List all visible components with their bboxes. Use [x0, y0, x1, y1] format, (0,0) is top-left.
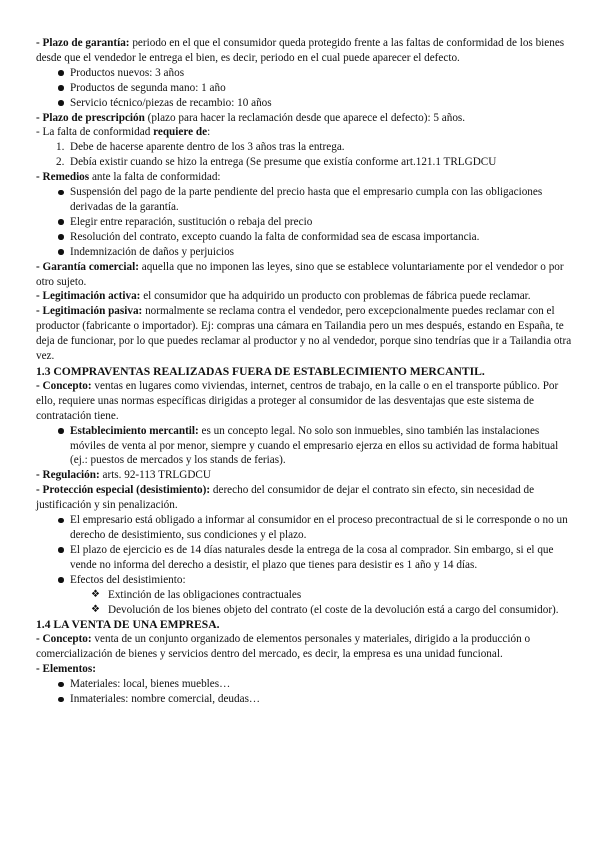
list-item: Inmateriales: nombre comercial, deudas… — [36, 692, 574, 707]
remedios-label: - Remedios — [36, 171, 90, 184]
list-item: Efectos del desistimiento: — [36, 573, 574, 588]
falta-conformidad-list — [36, 140, 574, 170]
garantia-comercial-label: - Garantía comercial: — [36, 260, 139, 273]
remedios-list — [36, 185, 574, 260]
plazo-garantia-list — [36, 66, 574, 111]
list-item: El plazo de ejercicio es de 14 días naturales desde la entrega de la cosa al comprador. Sin embargo, si el que vende no informa del derecho a desistir, el plazo que tienes para desistir es 1 año y 14 días. — [36, 543, 574, 573]
legitimacion-pasiva-text: normalmente se reclama contra el vendedor, pero excepcionalmente puedes reclamar con el productor (fabricante o importador). Ej: compras una cámara en Tailandia pero un mes después, estando en España, te deja de funcionar, por lo que puedes reclamar al productor y no al vendedor, porque sino tendrías que ir a Tailandia otra vez. — [36, 305, 572, 363]
establecimiento-text: es un concepto legal. No solo son inmuebles, sino también las instalaciones móviles de venta al por menor, siempre y cuando el empresario ejerza en ellos su actividad de forma habitual (ej.: puestos de mercados y los stands de ferias). — [70, 424, 559, 467]
concepto-label: - Concepto: — [36, 633, 92, 646]
list-item: Elegir entre reparación, sustitución o rebaja del precio — [36, 215, 574, 230]
plazo-prescripcion-paragraph — [36, 111, 574, 126]
garantia-comercial-paragraph — [36, 260, 574, 290]
list-item: Productos de segunda mano: 1 año — [36, 81, 574, 96]
plazo-prescripcion-text: (plazo para hacer la reclamación desde que aparece el defecto): 5 años. — [144, 111, 466, 124]
list-item: ❖ Extinción de las obligaciones contractuales — [36, 588, 574, 603]
legitimacion-activa-text: el consumidor que ha adquirido un producto con problemas de fábrica puede reclamar. — [140, 290, 531, 303]
falta-conformidad-post: : — [207, 126, 211, 139]
list-item: Indemnización de daños y perjuicios — [36, 245, 574, 260]
list-item: Productos nuevos: 3 años — [36, 66, 574, 81]
list-item — [36, 424, 574, 469]
section-1-4-heading: 1.4 LA VENTA DE UNA EMPRESA. — [36, 618, 220, 632]
plazo-prescripcion-label: - Plazo de prescripción — [36, 111, 145, 124]
legitimacion-pasiva-label: - Legitimación pasiva: — [36, 305, 143, 318]
list-item-text: Debe de hacerse aparente dentro de los 3 años tras la entrega. — [70, 141, 345, 154]
list-item — [36, 155, 574, 170]
concepto-text: venta de un conjunto organizado de elementos personales y materiales, dirigido a la producción o comercialización de bienes y servicios dentro del mercado, es decir, la empresa es una unidad funcional. — [36, 633, 531, 661]
legitimacion-activa-paragraph — [36, 289, 574, 304]
plazo-garantia-label: - Plazo de garantía: — [36, 37, 130, 49]
concepto-label: - Concepto: — [36, 379, 92, 392]
concepto-text: ventas en lugares como viviendas, internet, centros de trabajo, en la calle o en el transporte público. Por ello, requiere unas normas específicas dirigidas a proteger al consumidor de las desventajas que este sistema de contratación tiene. — [36, 379, 559, 422]
document-page — [36, 36, 574, 707]
remedios-paragraph — [36, 170, 574, 185]
list-item-text: Debía existir cuando se hizo la entrega (Se presume que existía conforme art.121.1 TRLGDCU — [70, 156, 497, 169]
section-1-4-concepto — [36, 632, 574, 662]
proteccion-label: - Protección especial (desistimiento): — [36, 484, 211, 497]
establecimiento-list — [36, 424, 574, 469]
list-number: 1. — [56, 141, 65, 154]
regulacion-text: arts. 92-113 TRLGDCU — [99, 469, 211, 482]
regulacion-paragraph — [36, 468, 574, 483]
regulacion-label: - Regulación: — [36, 469, 100, 482]
falta-conformidad-pre: - La falta de conformidad — [36, 126, 154, 139]
elementos-label: - Elementos: — [36, 663, 96, 676]
list-item: El empresario está obligado a informar al consumidor en el proceso precontractual de si le corresponde o no un derecho de desistimiento, sus condiciones y el plazo. — [36, 513, 574, 543]
section-1-3-concepto — [36, 379, 574, 424]
proteccion-paragraph — [36, 483, 574, 513]
garantia-comercial-text: aquella que no imponen las leyes, sino que se establece voluntariamente por el vendedor o por otro sujeto. — [36, 260, 564, 288]
plazo-garantia-paragraph — [36, 36, 574, 66]
falta-conformidad-bold: requiere de — [153, 126, 208, 139]
desistimiento-list — [36, 513, 574, 588]
remedios-text: ante la falta de conformidad: — [89, 171, 221, 184]
list-item — [36, 140, 574, 155]
efectos-list — [36, 588, 574, 618]
list-item: Servicio técnico/piezas de recambio: 10 años — [36, 96, 574, 111]
list-item: Materiales: local, bienes muebles… — [36, 677, 574, 692]
proteccion-text: derecho del consumidor de dejar el contrato sin efecto, sin necesidad de justificación y sin penalización. — [36, 484, 535, 512]
plazo-garantia-text: periodo en el que el consumidor queda protegido frente a las faltas de conformidad de los bienes desde que el vendedor le entrega el bien, es decir, periodo en el cual puede aparecer el defecto. — [36, 37, 565, 64]
falta-conformidad-paragraph — [36, 125, 574, 140]
list-item: Suspensión del pago de la parte pendiente del precio hasta que el empresario cumpla con las obligaciones derivadas de la garantía. — [36, 185, 574, 215]
list-number: 2. — [56, 156, 65, 169]
elementos-list — [36, 677, 574, 707]
establecimiento-label: Establecimiento mercantil: — [70, 424, 199, 437]
list-item: Resolución del contrato, excepto cuando la falta de conformidad sea de escasa importancia. — [36, 230, 574, 245]
section-1-3-heading: 1.3 COMPRAVENTAS REALIZADAS FUERA DE ESTABLECIMIENTO MERCANTIL. — [36, 364, 485, 378]
list-item: ❖ Devolución de los bienes objeto del contrato (el coste de la devolución está a cargo del consumidor). — [36, 603, 574, 618]
legitimacion-pasiva-paragraph — [36, 304, 574, 364]
elementos-paragraph — [36, 662, 574, 677]
legitimacion-activa-label: - Legitimación activa: — [36, 290, 141, 303]
